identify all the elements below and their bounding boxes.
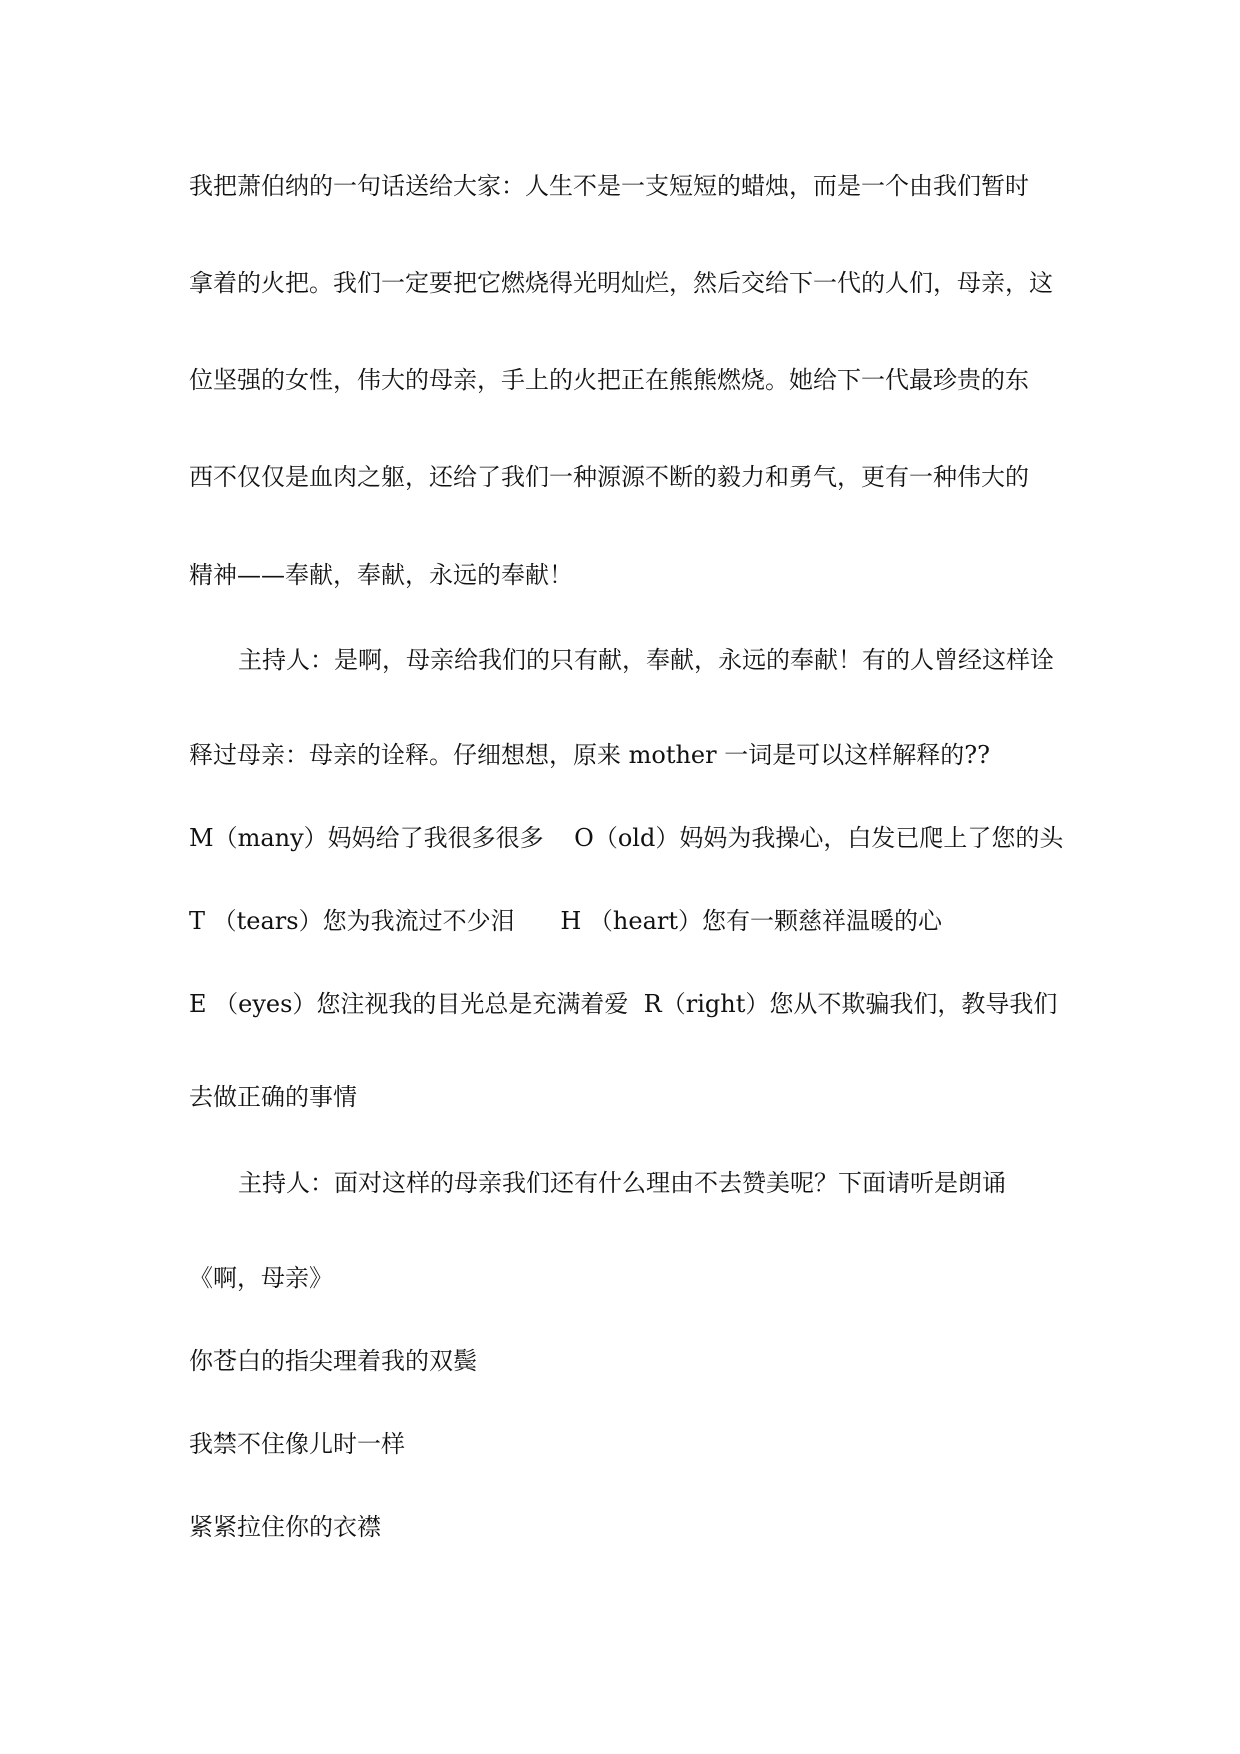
poem-title: 《啊，母亲》 xyxy=(189,1264,333,1292)
host-paragraph-line: 主持人：是啊，母亲给我们的只有献，奉献，永远的奉献！有的人曾经这样诠 xyxy=(238,646,1054,674)
paragraph-line: 释过母亲：母亲的诠释。仔细想想，原来 mother 一词是可以这样解释的?? xyxy=(189,741,990,769)
paragraph-line: 精神——奉献，奉献，永远的奉献！ xyxy=(189,561,573,589)
mother-acronym-line: E （eyes）您注视我的目光总是充满着爱 R（right）您从不欺骗我们，教导我们 xyxy=(189,990,1058,1018)
poem-line: 紧紧拉住你的衣襟 xyxy=(189,1513,381,1541)
mother-acronym-line: T （tears）您为我流过不少泪 H （heart）您有一颗慈祥温暖的心 xyxy=(189,907,942,935)
paragraph-line: 西不仅仅是血肉之躯，还给了我们一种源源不断的毅力和勇气，更有一种伟大的 xyxy=(189,463,1029,491)
paragraph-line: 拿着的火把。我们一定要把它燃烧得光明灿烂，然后交给下一代的人们，母亲，这 xyxy=(189,269,1053,297)
paragraph-line: 我把萧伯纳的一句话送给大家：人生不是一支短短的蜡烛，而是一个由我们暂时 xyxy=(189,172,1029,200)
poem-line: 你苍白的指尖理着我的双鬓 xyxy=(189,1347,477,1375)
paragraph-line: 去做正确的事情 xyxy=(189,1083,357,1111)
mother-acronym-line: M（many）妈妈给了我很多很多 O（old）妈妈为我操心，白发已爬上了您的头 xyxy=(189,824,1064,852)
host-paragraph-line: 主持人：面对这样的母亲我们还有什么理由不去赞美呢？下面请听是朗诵 xyxy=(238,1169,1006,1197)
poem-line: 我禁不住像儿时一样 xyxy=(189,1430,405,1458)
paragraph-line: 位坚强的女性，伟大的母亲，手上的火把正在熊熊燃烧。她给下一代最珍贵的东 xyxy=(189,366,1029,394)
